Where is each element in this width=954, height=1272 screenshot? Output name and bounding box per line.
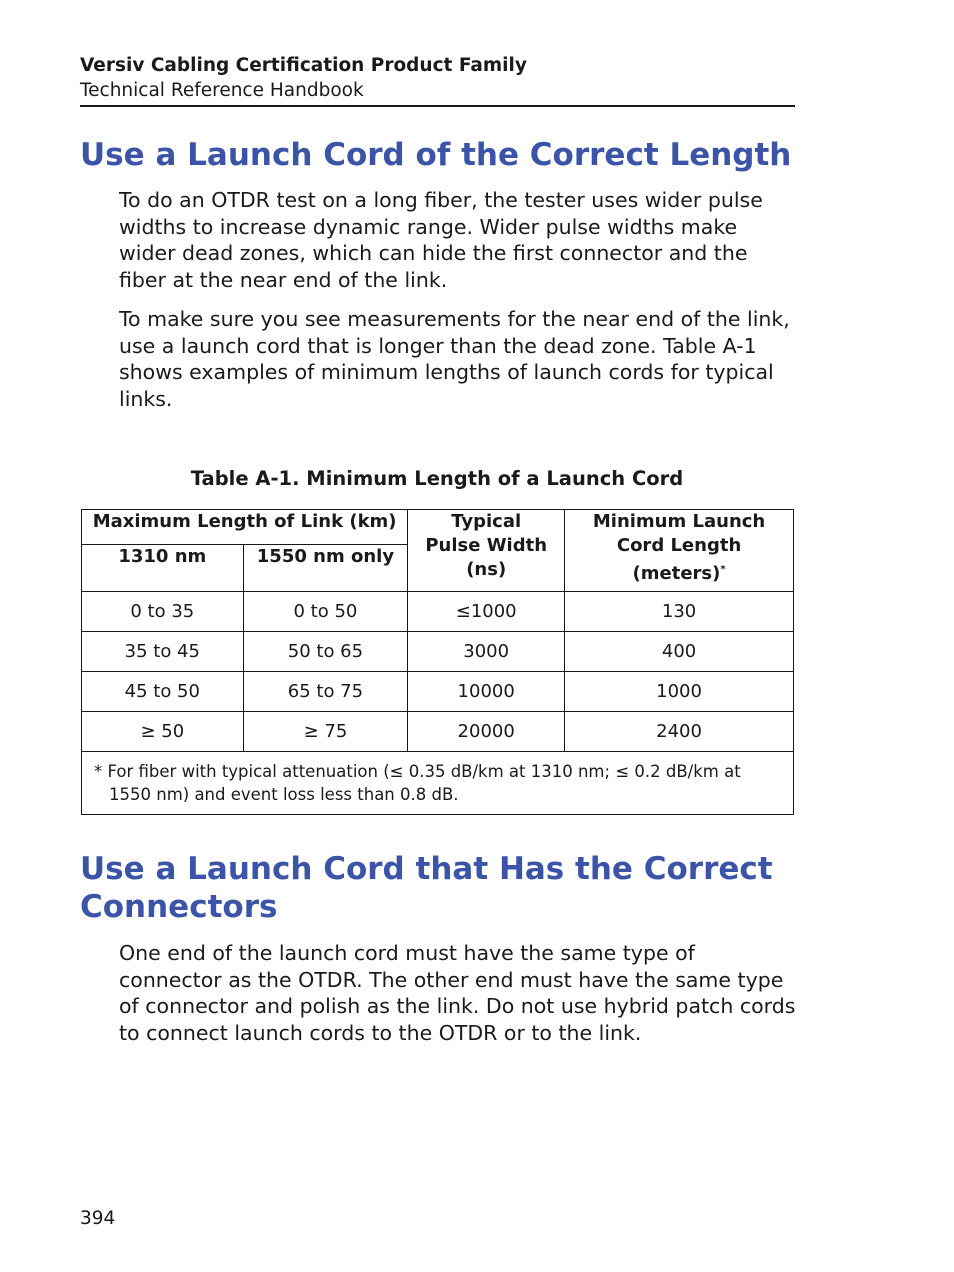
table-footnote-cell [82, 752, 794, 815]
cell-launch: 400 [565, 632, 794, 672]
header-max-length: Maximum Length of Link (km) [82, 510, 408, 545]
cell-pulse: ≤1000 [408, 592, 565, 632]
cell-1310: 35 to 45 [82, 632, 244, 672]
table-row [82, 592, 794, 632]
cell-1310: ≥ 50 [82, 712, 244, 752]
cell-1550: 50 to 65 [243, 632, 408, 672]
cell-1550: ≥ 75 [243, 712, 408, 752]
cell-1550: 0 to 50 [243, 592, 408, 632]
header-min-launch [565, 510, 794, 592]
table-row [82, 632, 794, 672]
table-row [82, 672, 794, 712]
header-min-launch-label-wrap [589, 510, 769, 586]
header-1550: 1550 nm only [243, 545, 408, 592]
cell-pulse: 3000 [408, 632, 565, 672]
table-row [82, 712, 794, 752]
header-pulse-width-label: Typical Pulse Width (ns) [425, 511, 548, 580]
running-header [80, 53, 795, 107]
table-footnote-row [82, 752, 794, 815]
header-min-launch-label: Minimum Launch Cord Length (meters) [592, 511, 766, 584]
table-footnote: * For fiber with typical attenuation (≤ 0.35 dB/km at 1310 nm; ≤ 0.2 dB/km at 1550 nm) and event loss less than 0.8 dB. [94, 762, 741, 804]
cell-1550: 65 to 75 [243, 672, 408, 712]
cell-pulse: 20000 [408, 712, 565, 752]
footnote-marker: * [720, 564, 726, 575]
header-1310: 1310 nm [82, 545, 244, 592]
cell-launch: 2400 [565, 712, 794, 752]
section1-paragraph-2: To make sure you see measurements for the near end of the link, use a launch cord that is longer than the dead zone. Table A-1 shows examples of minimum lengths of launch cords for typical links. [119, 307, 790, 411]
header-pulse-width [408, 510, 565, 592]
cell-launch: 130 [565, 592, 794, 632]
cell-1310: 45 to 50 [82, 672, 244, 712]
section2-title: Use a Launch Cord that Has the Correct Connectors [80, 851, 773, 925]
header-product: Versiv Cabling Certification Product Family [80, 55, 527, 76]
cell-launch: 1000 [565, 672, 794, 712]
section2-paragraph-1: One end of the launch cord must have the same type of connector as the OTDR. The other end must have the same type of connector and polish as the link. Do not use hybrid patch cords to connect launch cords to the OTDR or to the link. [119, 941, 796, 1045]
cell-pulse: 10000 [408, 672, 565, 712]
section1-title: Use a Launch Cord of the Correct Length [80, 137, 792, 173]
header-handbook: Technical Reference Handbook [80, 80, 364, 101]
section1-paragraph-1: To do an OTDR test on a long fiber, the tester uses wider pulse widths to increase dynamic range. Wider pulse widths make wider dead zones, which can hide the first connector and the fiber at the near end of the link. [119, 188, 763, 292]
cell-1310: 0 to 35 [82, 592, 244, 632]
launch-cord-table [81, 509, 794, 815]
table-caption: Table A-1. Minimum Length of a Launch Cord [190, 467, 684, 490]
page-number: 394 [80, 1208, 116, 1229]
